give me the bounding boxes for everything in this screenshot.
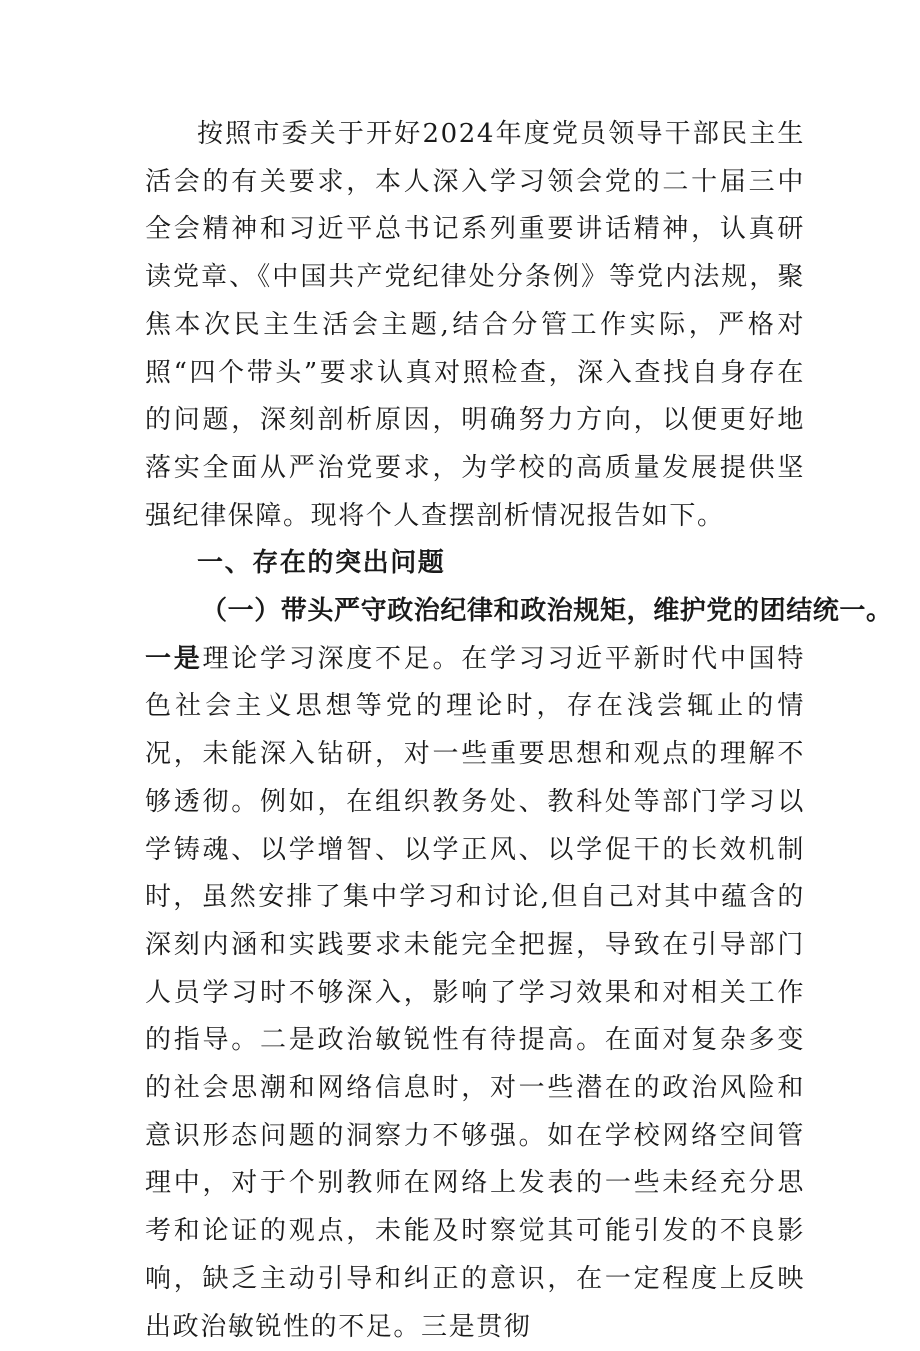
point-one-body: 理论学习深度不足。在学习习近平新时代中国特色社会主义思想等党的理论时，存在浅尝辄止的情况，未能深入钻研，对一些重要思想和观点的理解不够透彻。例如，在组织教务处、教科处等部门学习以学铸魂、以学增智、以学正风、以学促干的长效机制时，虽然安排了集中学习和讨论,但自己对其中蕴含的深刻内涵和实践要求未能完全把握，导致在引导部门人员学习时不够深入，影响了学习效果和对相关工作的指导。二是政治敏锐性有待提高。在面对复杂多变的社会思潮和网络信息时，对一些潜在的政治风险和意识形态问题的洞察力不够强。如在学校网络空间管理中，对于个别教师在网络上发表的一些未经充分思考和论证的观点，未能及时察觉其可能引发的不良影响，缺乏主动引导和纠正的意识，在一定程度上反映出政治敏锐性的不足。三是贯彻 — [145, 643, 805, 1342]
body-paragraph — [145, 636, 805, 1351]
point-one-lead: 一是 — [145, 643, 203, 674]
document-body — [145, 111, 893, 1351]
intro-paragraph: 按照市委关于开好2024年度党员领导干部民主生活会的有关要求，本人深入学习领会党的二十届三中全会精神和习近平总书记系列重要讲话精神，认真研读党章、《中国共产党纪律处分条例》等党内法规，聚焦本次民主生活会主题,结合分管工作实际，严格对照“四个带头”要求认真对照检查，深入查找自身存在的问题，深刻剖析原因，明确努力方向，以便更好地落实全面从严治党要求，为学校的高质量发展提供坚强纪律保障。现将个人查摆剖析情况报告如下。 — [145, 119, 805, 531]
subsection-heading: （一）带头严守政治纪律和政治规矩，维护党的团结统一。 — [201, 596, 893, 627]
section-heading: 一、存在的突出问题 — [197, 548, 446, 579]
